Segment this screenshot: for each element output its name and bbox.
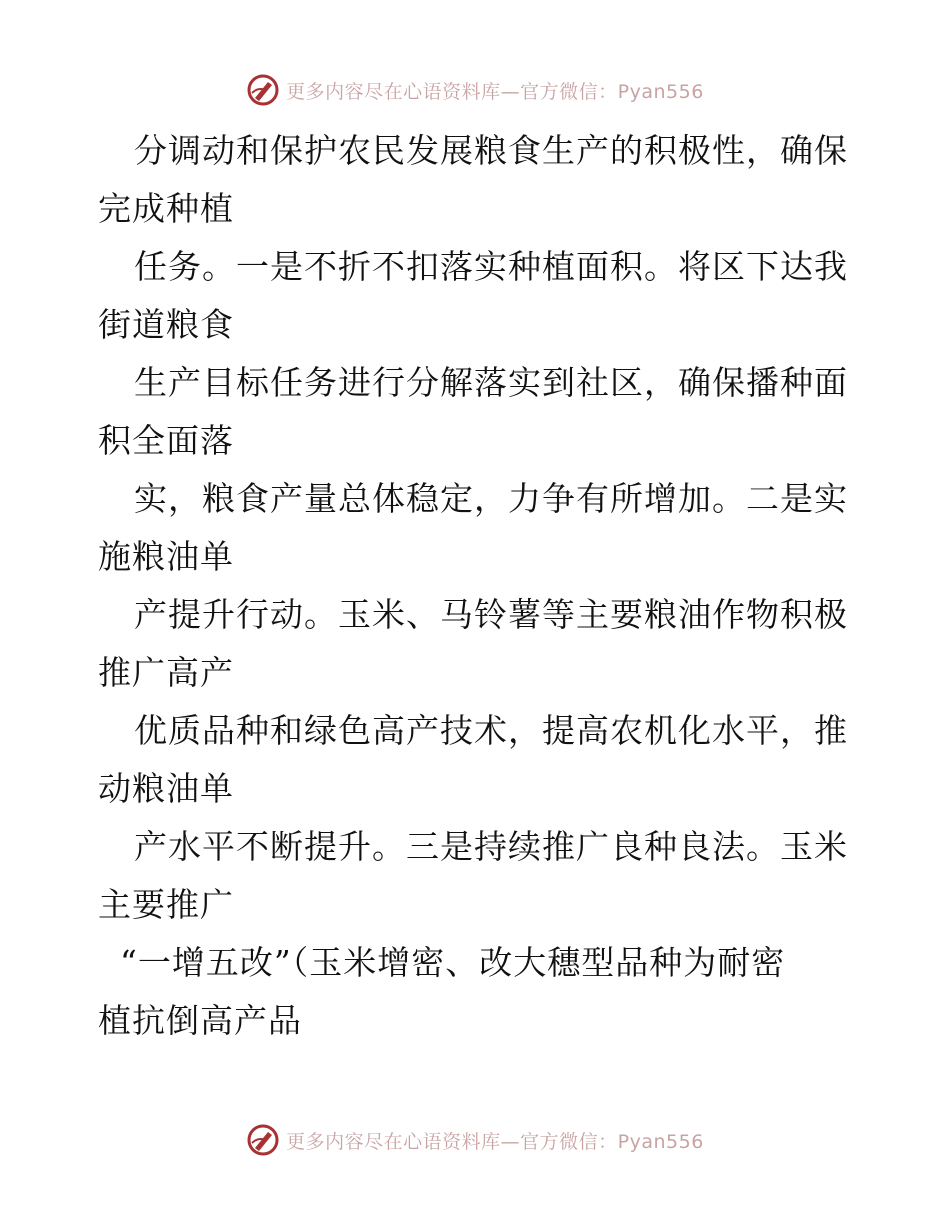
line-text: 推广高产 — [98, 653, 234, 692]
header-banner-text: 更多内容尽在心语资料库—官方微信：Pyan556 — [286, 80, 704, 103]
line-text: 街道粮食 — [98, 305, 234, 344]
header-banner — [0, 70, 950, 110]
line-text: 完成种植 — [98, 189, 234, 228]
line-text: 优质品种和绿色高产技术，提高农机化水平，推 — [134, 711, 848, 750]
line-text: 积全面落 — [98, 421, 234, 460]
paragraph-line — [98, 470, 858, 586]
document-body — [98, 122, 858, 1050]
pen-circle-logo-icon — [246, 73, 280, 107]
line-text: 主要推广 — [98, 885, 234, 924]
line-text: 分调动和保护农民发展粮食生产的积极性，确保 — [134, 131, 848, 170]
paragraph-line — [98, 702, 858, 818]
line-text: 任务。一是不折不扣落实种植面积。将区下达我 — [134, 247, 848, 286]
paragraph-line — [98, 586, 858, 702]
footer-banner — [0, 1120, 950, 1160]
line-text: 实，粮食产量总体稳定，力争有所增加。二是实 — [134, 479, 848, 518]
line-text: 生产目标任务进行分解落实到社区，确保播种面 — [134, 363, 848, 402]
paragraph-line — [98, 934, 858, 1050]
paragraph-line — [98, 238, 858, 354]
line-text: 动粮油单 — [98, 769, 234, 808]
paragraph-line — [98, 818, 858, 934]
paragraph-line — [98, 122, 858, 238]
footer-banner-text: 更多内容尽在心语资料库—官方微信：Pyan556 — [286, 1130, 704, 1153]
line-text: 产水平不断提升。三是持续推广良种良法。玉米 — [134, 827, 848, 866]
line-text: 产提升行动。玉米、马铃薯等主要粮油作物积极 — [134, 595, 848, 634]
paragraph-line — [98, 354, 858, 470]
line-text: “一增五改”（玉米增密、改大穗型品种为耐密 — [120, 943, 786, 982]
line-text: 植抗倒高产品 — [98, 1001, 302, 1040]
pen-circle-logo-icon — [246, 1123, 280, 1157]
line-text: 施粮油单 — [98, 537, 234, 576]
